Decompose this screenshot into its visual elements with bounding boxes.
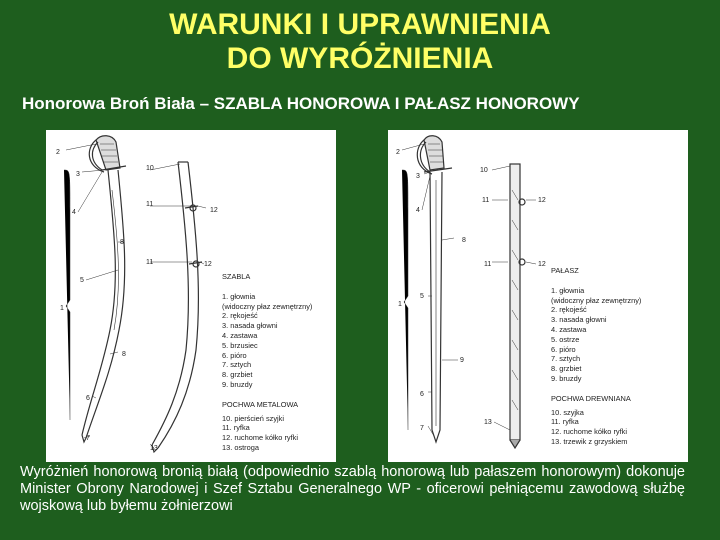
legend-item: 1. głownia <box>551 285 585 295</box>
saber-num: 11 <box>146 259 154 266</box>
saber-num: 12 <box>204 261 212 268</box>
legend-item: 7. sztych <box>222 360 252 370</box>
broadsword-legend-heading: PAŁASZ <box>551 266 579 275</box>
broadsword-num: 11 <box>484 261 492 268</box>
legend-item: 4. zastawa <box>222 330 258 340</box>
legend-item: 8. grzbiet <box>222 370 253 380</box>
saber-legend <box>222 272 312 453</box>
legend-item: 13. ostroga <box>222 442 259 452</box>
broadsword-num: 9 <box>460 357 464 364</box>
saber-num: 11 <box>146 201 154 208</box>
saber-legend-subheading: POCHWA METALOWA <box>222 399 299 409</box>
legend-item: 5. ostrze <box>551 334 580 344</box>
legend-item: 6. pióro <box>222 350 247 360</box>
legend-item: 7. sztych <box>551 354 581 364</box>
broadsword-num: 7 <box>420 425 424 432</box>
page-title <box>0 8 720 76</box>
broadsword-part-numbers <box>396 149 546 432</box>
broadsword-num: 10 <box>480 167 488 174</box>
broadsword-num: 4 <box>416 207 420 214</box>
broadsword-num: 12 <box>538 261 546 268</box>
broadsword-legend-subheading: POCHWA DREWNIANA <box>551 393 631 403</box>
legend-item: 2. rękojeść <box>222 311 258 321</box>
broadsword-num: 13 <box>484 419 492 426</box>
legend-item: 9. bruzdy <box>222 379 253 389</box>
legend-item: 10. pierścień szyjki <box>222 413 285 423</box>
legend-item: 1. głownia <box>222 291 256 301</box>
broadsword-scabbard <box>510 164 525 448</box>
legend-item: 6. pióro <box>551 344 576 354</box>
page-subtitle: Honorowa Broń Biała – SZABLA HONOROWA I PAŁASZ HONOROWY <box>22 94 580 113</box>
legend-item: (widoczny płaz zewnętrzny) <box>222 301 313 311</box>
legend-item: 8. grzbiet <box>551 364 582 374</box>
legend-item: 5. brzusiec <box>222 340 258 350</box>
saber-num: 8 <box>120 239 124 246</box>
legend-item: 11. ryfka <box>222 423 250 433</box>
legend-item: 12. ruchome kółko ryfki <box>551 427 627 437</box>
title-line-2: DO WYRÓŻNIENIA <box>226 42 494 75</box>
broadsword-num: 8 <box>462 237 466 244</box>
saber-num: 3 <box>76 171 80 178</box>
legend-item: 3. nasada głowni <box>222 321 278 331</box>
saber-part-numbers <box>56 149 218 452</box>
saber-num: 7 <box>86 435 90 442</box>
title-line-1: WARUNKI I UPRAWNIENIA <box>169 8 551 41</box>
legend-item: 11. ryfka <box>551 417 579 427</box>
legend-item: 12. ruchome kółko ryfki <box>222 433 298 443</box>
broadsword-diagram-panel <box>388 130 688 462</box>
broadsword-blade <box>430 172 442 442</box>
legend-item: 13. trzewik z grzyskiem <box>551 436 628 446</box>
broadsword-num: 3 <box>416 173 420 180</box>
legend-item: 9. bruzdy <box>551 373 582 383</box>
saber-hilt <box>89 136 126 172</box>
saber-num: 1 <box>60 305 64 312</box>
broadsword-drawing <box>388 130 688 462</box>
saber-leader-lines <box>64 144 206 448</box>
saber-num: 12 <box>210 207 218 214</box>
saber-num: 4 <box>72 209 76 216</box>
legend-item: 3. nasada głowni <box>551 315 607 325</box>
saber-num: 10 <box>146 165 154 172</box>
broadsword-hilt <box>417 136 452 174</box>
saber-num: 6 <box>86 395 90 402</box>
broadsword-num: 11 <box>482 197 490 204</box>
broadsword-legend <box>551 266 641 447</box>
legend-item: 10. szyjka <box>551 407 584 417</box>
saber-num: 5 <box>80 277 84 284</box>
broadsword-num: 12 <box>538 197 546 204</box>
legend-item: 2. rękojeść <box>551 305 587 315</box>
saber-num: 8 <box>122 351 126 358</box>
saber-num: 13 <box>150 445 158 452</box>
broadsword-num: 5 <box>420 293 424 300</box>
caption-text: Wyróżnień honorową bronią białą (odpowiednio szablą honorową lub pałaszem honorowym) dokonuje Minister Obrony Narodowej i Szef Sztabu Generalnego WP - oficerowi pełniącemu zawodową służbę wojskową lub byłemu żołnierzowi <box>20 464 685 514</box>
saber-num: 2 <box>56 149 60 156</box>
saber-scabbard <box>152 162 202 452</box>
broadsword-num: 1 <box>398 301 402 308</box>
legend-item: 4. zastawa <box>551 324 587 334</box>
saber-diagram-panel <box>46 130 336 462</box>
broadsword-num: 6 <box>420 391 424 398</box>
broadsword-num: 2 <box>396 149 400 156</box>
legend-item: (widoczny płaz zewnętrzny) <box>551 295 642 305</box>
saber-legend-heading: SZABLA <box>222 272 251 281</box>
